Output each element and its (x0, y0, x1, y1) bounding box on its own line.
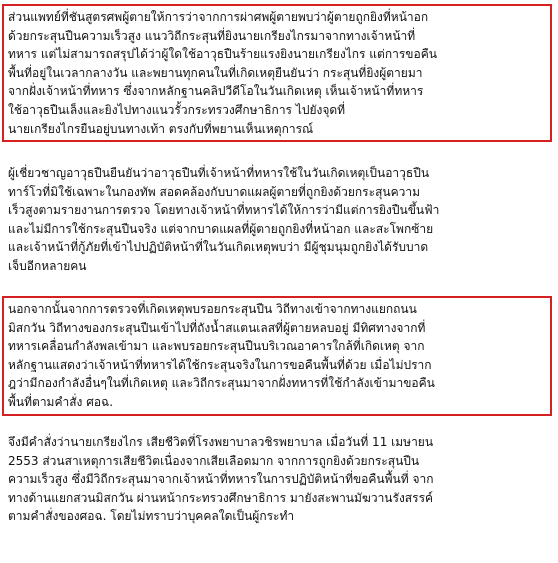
text-line: และเจ้าหน้าที่กู้ภัยที่เข้าไปปฏิบัติหน้าที่ในวันเกิดเหตุพบว่า มีผู้ชุมนุมถูกยิงได้รับบาด (8, 240, 429, 255)
text-line: ทหารเคลื่อนกำลังพลเข้ามา และพบรอยกระสุนปืนบริเวณอาคารใกล้ที่เกิดเหตุ จาก (8, 339, 425, 354)
text-line: จากฝั่งเจ้าหน้าที่ทหาร ซึ่งจากหลักฐานคลิปวีดีโอในวันเกิดเหตุ เห็นเจ้าหน้าที่ทหาร (8, 84, 424, 99)
text-line: จึงมีคำสั่งว่านายเกรียงไกร เสียชีวิตที่โรงพยาบาลวชิรพยาบาล เมื่อวันที่ 11 เมษายน (8, 435, 434, 449)
text-line: ใช้อาวุธปืนเล็งและยิงไปทางแนวรั้วกระทรวงศึกษาธิการ ไปยังจุดที่ (8, 102, 346, 117)
testimony-paragraph-boxed-1 (2, 4, 552, 142)
text-line: ทางด้านแยกสวนมิสกวัน ผ่านหน้ากระทรวงศึกษาธิการ มายังสะพานมัฆวานรังสรรค์ (8, 490, 434, 505)
text-line: ผู้เชี่ยวชาญอาวุธปืนยืนยันว่าอาวุธปืนที่เจ้าหน้าที่ทหารใช้ในวันเกิดเหตุเป็นอาวุธปืน (8, 166, 430, 180)
text-line: มิสกวัน วิถีทางของกระสุนปืนเข้าไปที่ถังน้ำสแตนเลสที่ผู้ตายหลบอยู่ มีทิศทางจากที่ (8, 320, 426, 335)
court-order-paragraph (2, 433, 544, 526)
text-line: หลักฐานแสดงว่าเจ้าหน้าที่ทหารได้ใช้กระสุนจริงในการขอคืนพื้นที่ด้วย เมื่อไม่ปราก (8, 357, 432, 372)
text-line: ทหาร แต่ไม่สามารถสรุปได้ว่าผู้ใดใช้อาวุธปืนร้ายแรงยิงนายเกรียงไกร แต่การขอคืน (8, 47, 437, 62)
scene-evidence-paragraph-boxed-2 (2, 296, 552, 416)
text-line: เจ็บอีกหลายคน (8, 258, 87, 273)
text-line: พื้นที่อยู่ในเวลากลางวัน และพยานทุกคนในที่เกิดเหตุยืนยันว่า กระสุนที่ยิงผู้ตายมา (8, 65, 423, 80)
text-line: นอกจากนั้นจากการตรวจที่เกิดเหตุพบรอยกระสุนปืน วิถีทางเข้าจากทางแยกถนน (8, 302, 417, 316)
text-line: พื้นที่ตามคำสั่ง ศอฉ. (8, 394, 114, 409)
expert-paragraph (2, 164, 544, 276)
text-line: นายเกรียงไกรยืนอยู่บนทางเท้า ตรงกับที่พยานเห็นเหตุการณ์ (8, 121, 314, 136)
text-line: 2553 ส่วนสาเหตุการเสียชีวิตเนื่องจากเสียเลือดมาก จากการถูกยิงด้วยกระสุนปืน (8, 453, 420, 468)
text-line: ตามคำสั่งของศอฉ. โดยไม่ทราบว่าบุคคลใดเป็นผู้กระทำ (8, 509, 295, 524)
text-line: ความเร็วสูง ซึ่งมีวิถีกระสุนมาจากเจ้าหน้าที่ทหารในการปฏิบัติหน้าที่ขอคืนพื้นที่ จาก (8, 472, 434, 487)
text-line: ฎว่ามีกองกำลังอื่นๆในที่เกิดเหตุ และวิถีกระสุนมาจากฝั่งทหารที่ใช้กำลังเข้ามาขอคืน (8, 376, 435, 391)
text-line: ด้วยกระสุนปืนความเร็วสูง แนววิถีกระสุนที่ยิงนายเกรียงไกรมาจากทางเจ้าหน้าที่ (8, 28, 416, 43)
text-line: ทาร์โวที่มิใช้เฉพาะในกองทัพ สอดคล้องกับบาดแผลผู้ตายที่ถูกยิงด้วยกระสุนความ (8, 184, 421, 199)
text-line: และไม่มีการใช้กระสุนปืนจริง แต่จากบาดแผลที่ผู้ตายถูกยิงที่หน้าอก และสะโพกซ้าย (8, 221, 434, 236)
text-line: ส่วนแพทย์ที่ชันสูตรศพผู้ตายให้การว่าจากการผ่าศพผู้ตายพบว่าผู้ตายถูกยิงที่หน้าอก (8, 10, 429, 24)
text-line: เร็วสูงตามรายงานการตรวจ โดยทางเจ้าหน้าที่ทหารได้ให้การว่ามีแต่การยิงปืนขึ้นฟ้า (8, 203, 440, 218)
